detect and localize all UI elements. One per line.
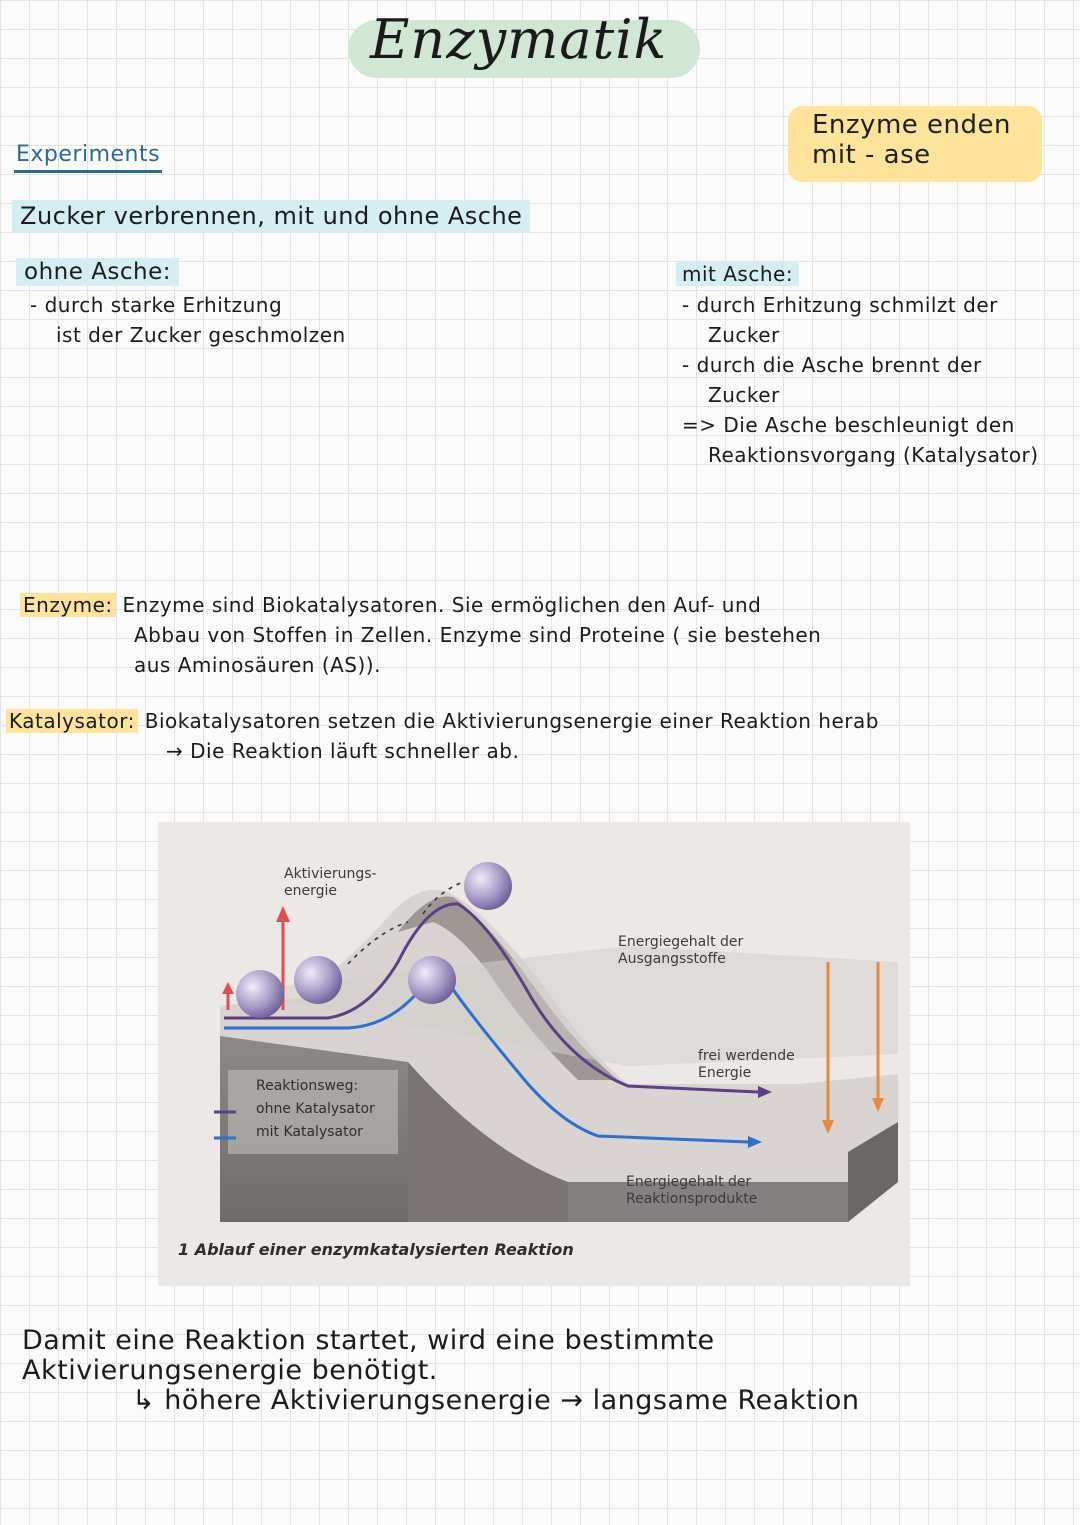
- activation-label-line-2: energie: [284, 883, 337, 899]
- activation-label-line-1: Aktivierungs-: [284, 866, 377, 882]
- product-label-line-2: Reaktionsprodukte: [626, 1191, 758, 1207]
- enzyme-definition: [20, 590, 1070, 680]
- start-label-line-1: Energiegehalt der: [618, 934, 744, 950]
- mit-asche-text: [682, 290, 1072, 470]
- sticky-note: [812, 110, 1011, 170]
- mit-line-2: Zucker: [708, 323, 780, 347]
- start-energy-label: [618, 934, 743, 968]
- start-label-line-2: Ausgangsstoffe: [618, 951, 726, 967]
- figure-caption: 1 Ablauf einer enzymkatalysierten Reaktion: [178, 1240, 574, 1259]
- released-energy-label: [698, 1048, 795, 1082]
- mit-asche-heading: mit Asche:: [676, 262, 799, 286]
- mit-line-6: Reaktionsvorgang (Katalysator): [708, 443, 1039, 467]
- experiments-underline: [14, 170, 162, 173]
- released-label-line-1: frei werdende: [698, 1048, 795, 1064]
- product-label-line-1: Energiegehalt der: [626, 1174, 752, 1190]
- experiment-title: Zucker verbrennen, mit und ohne Asche: [12, 200, 530, 232]
- molecule-ball-top: [464, 862, 512, 910]
- ohne-line-1: - durch starke Erhitzung: [30, 293, 283, 317]
- katalysator-line-2: → Die Reaktion läuft schneller ab.: [166, 739, 520, 763]
- enzyme-line-2: Abbau von Stoffen in Zellen. Enzyme sind Proteine ( sie bestehen: [134, 623, 822, 647]
- mit-line-5: => Die Asche beschleunigt den: [682, 413, 1015, 437]
- enzyme-line-1: Enzyme sind Biokatalysatoren. Sie ermöglichen den Auf- und: [122, 593, 762, 617]
- released-label-line-2: Energie: [698, 1065, 752, 1081]
- page-title: Enzymatik: [370, 8, 668, 71]
- bottom-line-2: Aktivierungsenergie benötigt.: [22, 1355, 438, 1386]
- molecule-ball-catalyst: [408, 956, 456, 1004]
- legend: [256, 1078, 375, 1141]
- mit-line-4: Zucker: [708, 383, 780, 407]
- mit-line-3: - durch die Asche brennt der: [682, 353, 982, 377]
- activation-energy-label: [284, 866, 377, 900]
- legend-without: ohne Katalysator: [256, 1101, 375, 1117]
- enzyme-line-3: aus Aminosäuren (AS)).: [134, 653, 381, 677]
- reaction-figure: [158, 822, 910, 1286]
- note-line-1: Enzyme enden: [812, 110, 1011, 140]
- molecule-ball-start: [236, 970, 284, 1018]
- ohne-line-2: ist der Zucker geschmolzen: [56, 323, 346, 347]
- molecule-ball-2: [294, 956, 342, 1004]
- katalysator-definition: [6, 706, 1076, 766]
- bottom-line-3: ↳ höhere Aktivierungsenergie → langsame Reaktion: [132, 1385, 860, 1416]
- experiments-label: Experiments: [16, 142, 161, 167]
- bottom-line-1: Damit eine Reaktion startet, wird eine bestimmte: [22, 1325, 715, 1356]
- product-energy-label: [626, 1174, 757, 1208]
- bottom-text: [22, 1326, 1062, 1416]
- ohne-asche-text: [30, 290, 346, 350]
- mit-line-1: - durch Erhitzung schmilzt der: [682, 293, 998, 317]
- reaction-diagram: [158, 822, 910, 1286]
- katalysator-line-1: Biokatalysatoren setzen die Aktivierungsenergie einer Reaktion herab: [144, 709, 879, 733]
- enzyme-label: Enzyme:: [20, 593, 116, 617]
- legend-with: mit Katalysator: [256, 1124, 363, 1140]
- note-line-2: mit - ase: [812, 140, 931, 170]
- legend-title: Reaktionsweg:: [256, 1078, 359, 1094]
- ohne-asche-heading: ohne Asche:: [16, 258, 179, 286]
- katalysator-label: Katalysator:: [6, 709, 138, 733]
